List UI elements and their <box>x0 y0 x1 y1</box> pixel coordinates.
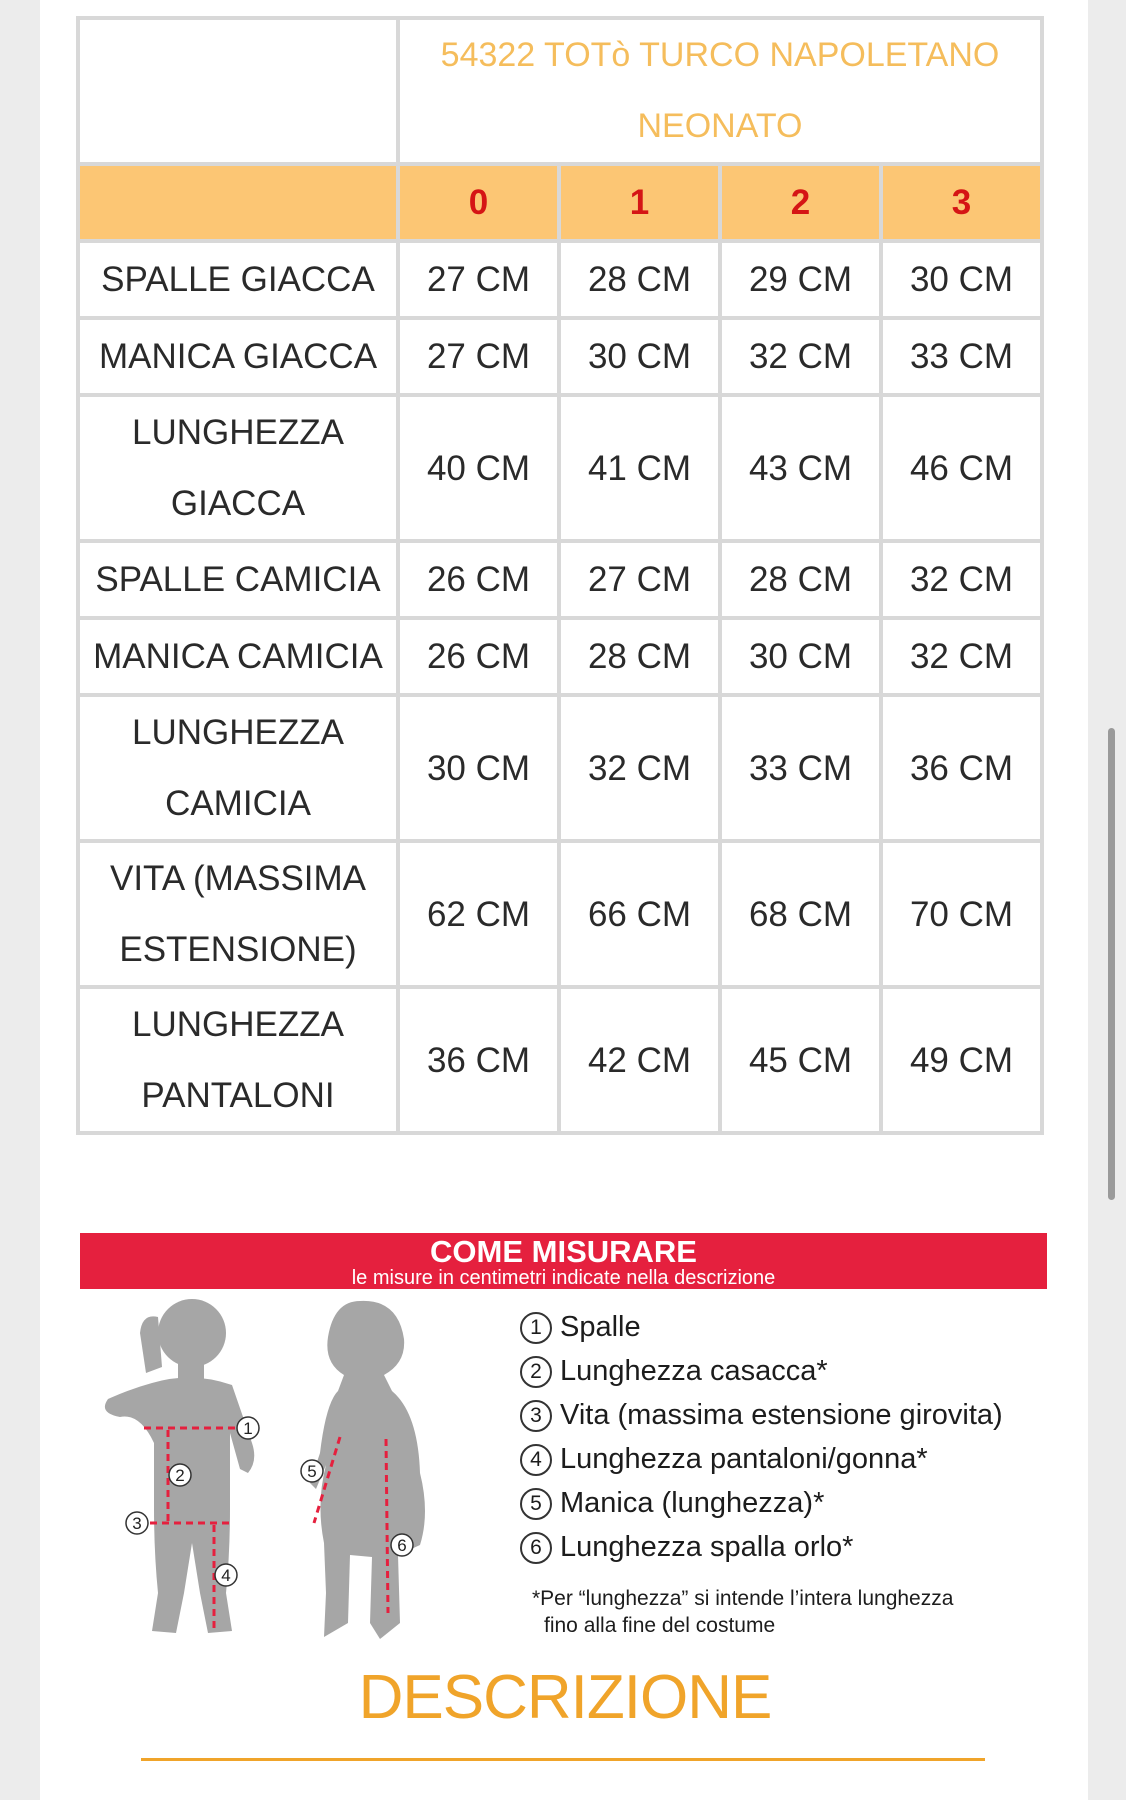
guide-banner <box>80 1233 1047 1289</box>
measurement-cell: 40 CM <box>400 397 557 539</box>
row-label-line: SPALLE CAMICIA <box>95 560 381 599</box>
row-label <box>80 989 396 1131</box>
figure-marker-4 <box>215 1564 237 1586</box>
row-label-line: MANICA GIACCA <box>98 337 378 376</box>
measurement-legend <box>520 1305 1050 1639</box>
measurement-cell: 33 CM <box>722 697 879 839</box>
row-label <box>80 320 396 393</box>
legend-number-badge: 4 <box>520 1444 552 1476</box>
legend-note-line: fino alla fine del costume <box>544 1614 776 1637</box>
legend-number-badge: 2 <box>520 1356 552 1388</box>
measurement-cell: 68 CM <box>722 843 879 985</box>
figure-marker-2 <box>169 1464 191 1486</box>
measurement-cell: 46 CM <box>883 397 1040 539</box>
legend-text: Spalle <box>560 1311 641 1343</box>
table-row <box>80 697 1040 839</box>
scrollbar[interactable] <box>1108 728 1115 1200</box>
legend-number-badge: 5 <box>520 1488 552 1520</box>
measurement-cell: 30 CM <box>561 320 718 393</box>
row-label-line: ESTENSIONE) <box>119 930 357 969</box>
measurement-cell: 30 CM <box>722 620 879 693</box>
empty-corner-cell <box>80 20 396 162</box>
row-label-line: SPALLE GIACCA <box>101 260 375 299</box>
figure-marker-6 <box>391 1534 413 1556</box>
measurement-figures <box>80 1293 520 1693</box>
row-label <box>80 843 396 985</box>
measurement-cell: 28 CM <box>722 543 879 616</box>
legend-text: Lunghezza spalla orlo* <box>560 1531 854 1563</box>
svg-text:6: 6 <box>397 1536 407 1555</box>
table-row <box>80 543 1040 616</box>
measurement-cell: 26 CM <box>400 543 557 616</box>
measurement-cell: 27 CM <box>400 320 557 393</box>
figure-marker-3 <box>126 1512 148 1534</box>
measurement-cell: 49 CM <box>883 989 1040 1131</box>
legend-text: Manica (lunghezza)* <box>560 1487 825 1519</box>
row-label-line: CAMICIA <box>165 784 311 823</box>
row-label <box>80 543 396 616</box>
row-label <box>80 397 396 539</box>
description-divider <box>141 1758 985 1761</box>
row-label-line: MANICA CAMICIA <box>93 637 383 676</box>
table-row <box>80 243 1040 316</box>
measurement-cell: 30 CM <box>400 697 557 839</box>
measurement-cell: 32 CM <box>561 697 718 839</box>
row-label-line: PANTALONI <box>141 1076 335 1115</box>
size-header: 3 <box>883 166 1040 239</box>
legend-item <box>520 1349 1050 1393</box>
measurement-cell: 42 CM <box>561 989 718 1131</box>
measurement-cell: 36 CM <box>400 989 557 1131</box>
legend-number-badge: 6 <box>520 1532 552 1564</box>
measurement-cell: 32 CM <box>883 543 1040 616</box>
table-row <box>80 989 1040 1131</box>
product-title-line-2: NEONATO <box>637 107 803 145</box>
legend-number-badge: 3 <box>520 1400 552 1432</box>
figure-marker-5 <box>301 1460 323 1482</box>
measurement-cell: 43 CM <box>722 397 879 539</box>
measurement-cell: 26 CM <box>400 620 557 693</box>
table-row <box>80 620 1040 693</box>
legend-number-badge: 1 <box>520 1312 552 1344</box>
description-heading: DESCRIZIONE <box>358 1663 772 1732</box>
measurement-cell: 27 CM <box>561 543 718 616</box>
row-label-line: VITA (MASSIMA <box>109 859 367 898</box>
measurement-cell: 32 CM <box>883 620 1040 693</box>
row-label-line: GIACCA <box>170 484 306 523</box>
legend-item <box>520 1481 1050 1525</box>
legend-item <box>520 1393 1050 1437</box>
size-header: 2 <box>722 166 879 239</box>
measurement-cell: 32 CM <box>722 320 879 393</box>
row-label-line: LUNGHEZZA <box>132 713 344 752</box>
measurement-cell: 66 CM <box>561 843 718 985</box>
table-row <box>80 843 1040 985</box>
measurement-cell: 28 CM <box>561 243 718 316</box>
svg-text:4: 4 <box>221 1566 231 1585</box>
row-label <box>80 243 396 316</box>
svg-text:1: 1 <box>243 1419 253 1438</box>
measurement-cell: 36 CM <box>883 697 1040 839</box>
svg-text:5: 5 <box>307 1462 317 1481</box>
product-title <box>400 20 1040 162</box>
measurement-cell: 62 CM <box>400 843 557 985</box>
product-title-line-1: 54322 TOTò TURCO NAPOLETANO <box>440 36 1000 74</box>
side-child-figure <box>310 1301 425 1639</box>
row-label-line: LUNGHEZZA <box>132 413 344 452</box>
row-label <box>80 620 396 693</box>
measurement-cell: 27 CM <box>400 243 557 316</box>
measurement-cell: 45 CM <box>722 989 879 1131</box>
measurement-cell: 30 CM <box>883 243 1040 316</box>
header-empty-cell <box>80 166 396 239</box>
measurement-cell: 33 CM <box>883 320 1040 393</box>
size-header: 0 <box>400 166 557 239</box>
measurement-cell: 41 CM <box>561 397 718 539</box>
row-label <box>80 697 396 839</box>
row-label-line: LUNGHEZZA <box>132 1005 344 1044</box>
guide-subtitle: le misure in centimetri indicate nella descrizione <box>351 1267 776 1289</box>
guide-title: COME MISURARE <box>430 1234 697 1269</box>
table-row <box>80 397 1040 539</box>
legend-text: Lunghezza pantaloni/gonna* <box>560 1443 928 1475</box>
size-header: 1 <box>561 166 718 239</box>
legend-text: Vita (massima estensione girovita) <box>560 1399 1003 1431</box>
svg-text:3: 3 <box>132 1514 142 1533</box>
legend-item <box>520 1525 1050 1569</box>
table-row <box>80 320 1040 393</box>
measurement-cell: 70 CM <box>883 843 1040 985</box>
how-to-measure-guide <box>80 1233 1047 1643</box>
figure-marker-1 <box>237 1417 259 1439</box>
size-table <box>76 16 1044 1135</box>
legend-note <box>520 1585 1050 1639</box>
measurement-cell: 29 CM <box>722 243 879 316</box>
measurement-cell: 28 CM <box>561 620 718 693</box>
legend-note-line: *Per “lunghezza” si intende l’intera lunghezza <box>532 1587 954 1610</box>
legend-item <box>520 1305 1050 1349</box>
svg-text:2: 2 <box>175 1466 185 1485</box>
legend-text: Lunghezza casacca* <box>560 1355 828 1387</box>
legend-item <box>520 1437 1050 1481</box>
